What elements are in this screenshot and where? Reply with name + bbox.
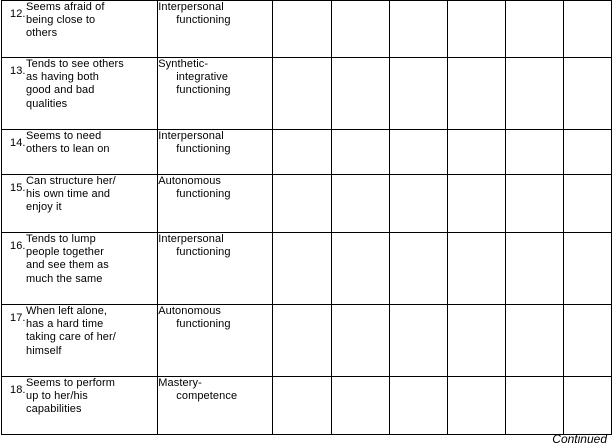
functioning-label: Mastery- <box>158 377 202 389</box>
rating-cell[interactable] <box>505 130 563 175</box>
rating-cell[interactable] <box>447 130 505 175</box>
item-number: 15. <box>10 182 26 194</box>
item-cell <box>2 377 158 435</box>
functioning-label-continued: functioning <box>176 188 231 201</box>
item-number: 18. <box>10 384 26 396</box>
rating-cell[interactable] <box>505 58 563 130</box>
rating-cell[interactable] <box>331 1 389 58</box>
item-text: Tends to lump people together and see them as much the same <box>26 233 109 285</box>
rating-cell[interactable] <box>563 130 611 175</box>
functioning-label-continued: competence <box>176 390 238 403</box>
item-cell <box>2 130 158 175</box>
table-row <box>2 1 612 58</box>
rating-cell[interactable] <box>447 377 505 435</box>
functioning-label-continued: functioning <box>176 318 231 331</box>
table-row <box>2 305 612 377</box>
table-row <box>2 175 612 233</box>
rating-cell[interactable] <box>505 1 563 58</box>
rating-cell[interactable] <box>447 1 505 58</box>
item-cell <box>2 305 158 377</box>
functioning-cell <box>158 58 273 130</box>
rating-cell[interactable] <box>447 175 505 233</box>
rating-cell[interactable] <box>505 377 563 435</box>
functioning-label: Interpersonal <box>158 233 224 245</box>
rating-cell[interactable] <box>331 233 389 305</box>
rating-cell[interactable] <box>563 305 611 377</box>
table-row <box>2 377 612 435</box>
rating-cell[interactable] <box>273 130 331 175</box>
rating-cell[interactable] <box>389 58 447 130</box>
functioning-cell <box>158 233 273 305</box>
rating-cell[interactable] <box>389 175 447 233</box>
item-number: 13. <box>10 65 26 77</box>
rating-cell[interactable] <box>331 175 389 233</box>
item-text: Tends to see others as having both good and bad qualities <box>26 58 124 110</box>
rating-cell[interactable] <box>273 305 331 377</box>
functioning-label-continued: functioning <box>176 143 231 156</box>
functioning-cell <box>158 175 273 233</box>
item-text: Seems to need others to lean on <box>26 130 110 156</box>
rating-cell[interactable] <box>389 305 447 377</box>
rating-cell[interactable] <box>389 1 447 58</box>
rating-cell[interactable] <box>447 58 505 130</box>
item-cell <box>2 58 158 130</box>
rating-cell[interactable] <box>563 58 611 130</box>
continued-label: Continued <box>552 432 607 446</box>
functioning-label: Synthetic- <box>158 58 209 70</box>
functioning-cell <box>158 130 273 175</box>
item-cell <box>2 233 158 305</box>
item-number: 14. <box>10 137 26 149</box>
functioning-cell <box>158 377 273 435</box>
rating-cell[interactable] <box>273 175 331 233</box>
rating-cell[interactable] <box>273 1 331 58</box>
functioning-label: Interpersonal <box>158 1 224 13</box>
functioning-label: Autonomous <box>158 305 222 317</box>
item-number: 12. <box>10 8 26 20</box>
rating-cell[interactable] <box>563 377 611 435</box>
rating-cell[interactable] <box>331 377 389 435</box>
functioning-label: Autonomous <box>158 175 222 187</box>
item-text: Seems to perform up to her/his capabilities <box>26 377 116 416</box>
rating-cell[interactable] <box>273 233 331 305</box>
rating-cell[interactable] <box>505 305 563 377</box>
item-number: 17. <box>10 312 26 324</box>
item-text: Can structure her/ his own time and enjoy it <box>26 175 116 214</box>
item-cell <box>2 1 158 58</box>
table-row <box>2 233 612 305</box>
item-cell <box>2 175 158 233</box>
rating-table <box>1 0 612 435</box>
table-row <box>2 58 612 130</box>
rating-cell[interactable] <box>563 175 611 233</box>
rating-cell[interactable] <box>331 305 389 377</box>
rating-cell[interactable] <box>389 130 447 175</box>
functioning-label-continued: functioning <box>176 246 231 259</box>
functioning-cell <box>158 305 273 377</box>
rating-cell[interactable] <box>563 233 611 305</box>
functioning-label-continued: integrative functioning <box>176 71 231 97</box>
rating-cell[interactable] <box>331 58 389 130</box>
functioning-label: Interpersonal <box>158 130 224 142</box>
rating-cell[interactable] <box>505 233 563 305</box>
rating-cell[interactable] <box>273 377 331 435</box>
rating-cell[interactable] <box>447 233 505 305</box>
rating-cell[interactable] <box>389 377 447 435</box>
rating-cell[interactable] <box>563 1 611 58</box>
rating-cell[interactable] <box>331 130 389 175</box>
functioning-cell <box>158 1 273 58</box>
rating-cell[interactable] <box>389 233 447 305</box>
rating-cell[interactable] <box>447 305 505 377</box>
item-text: Seems afraid of being close to others <box>26 1 105 40</box>
functioning-label-continued: functioning <box>176 14 231 27</box>
rating-cell[interactable] <box>505 175 563 233</box>
item-text: When left alone, has a hard time taking care of her/ himself <box>26 305 116 357</box>
rating-cell[interactable] <box>273 58 331 130</box>
table-row <box>2 130 612 175</box>
item-number: 16. <box>10 240 26 252</box>
